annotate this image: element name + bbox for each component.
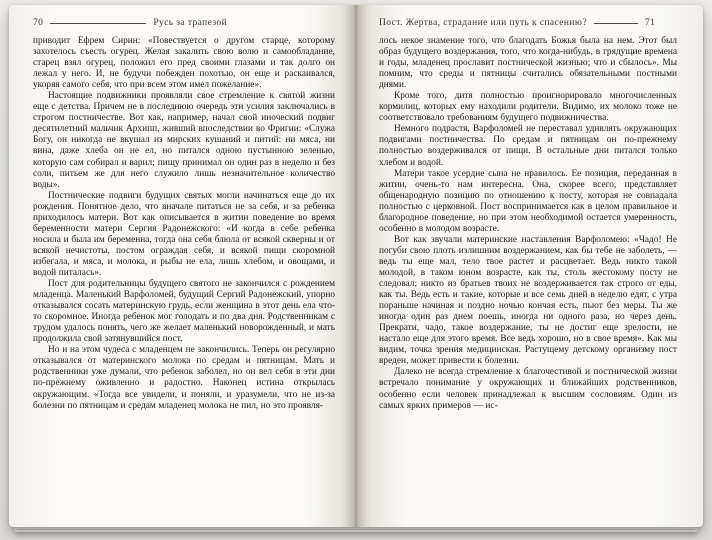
left-head-rule: [50, 23, 146, 24]
right-page-content: [379, 18, 677, 517]
paragraph: Вот как звучали материнские наставления Варфоломею: «Чадо! Не погуби свою плоть излишним воздержанием, как бы тебе не заболеть, — ведь ты еще мал, тело твое растет и расцветает. Ведь никто такой молодой, в таком юном возрасте, как ты, столь жестокому посту не следовал; никто из братьев твоих не воздерживается так строго от еды, как ты. Ведь есть и такие, которые и все семь дней в неделю едят, с утра пораньше начиная и поздно ночью кончая есть, пьют без меры. Ты же иногда один раз днем поешь, иногда ни одного раза, но через день. Прекрати, чадо, такое воздержание, ты не достиг еще зрелости, не настало еще для этого время. Все ведь хорошо, но в свое время». Как мы видим, точка зрения медицинская. Растущему детскому организму пост вреден, может привести к болезни.: [379, 234, 677, 367]
right-page: [356, 5, 703, 527]
left-text-column: [33, 36, 335, 412]
paragraph: Постнические подвиги будущих святых могли начинаться еще до их рождения. Понятное дело, что вначале питаться не за себя, и за ребенка приходилось матери. Вот как описывается в житии поведение во время беременности матери Сергия Радонежского: «И когда в себе ребенка носила и была им беременна, тогда она себя блюла от всякой скверны и от всякой нечистоты, постом ограждая себя, и всякой пищи скоромной избегала, и мяса, и молока, и рыбы не ела, лишь хлебом, и овощами, и водой питалась».: [33, 190, 335, 278]
open-book: [9, 5, 703, 527]
right-page-number: 71: [644, 18, 656, 28]
paragraph: Матери такое усердие сына не нравилось. Ее позиция, переданная в житии, очень-то нам интересна. Она, скорее всего, представляет общенародную позицию по отношению к посту, которая не совпадала полностью с церковной. Пост воспринимается как в целом правильное и благородное поведение, но при этом необходимой остается умеренность, особенно в молодом возрасте.: [379, 168, 677, 234]
paragraph: приводит Ефрем Сирин: «Повествуется о другом старце, которому захотелось съесть огурец. Желая закалить свою волю и самообладание, старец взял огурец, положил его пред своими глазами и так долго он лежал у него. И, не будучи побежден похотью, он еще и раскаивался, укоряя самого себя, что при всем этом имел пожелание».: [33, 36, 335, 91]
right-text-column: [379, 36, 677, 412]
paragraph: Далеко не всегда стремление к благочестивой и постнической жизни встречало понимание у окружающих и ближайших родственников, особенно если человек принадлежал к высшим сословиям. Один из самых ярких примеров — ис-: [379, 367, 677, 411]
paragraph: Пост для родительницы будущего святого не закончился с рождением младенца. Маленький Варфоломей, будущий Сергий Радонежский, упорно отказывался сосать материнскую грудь, если женщина в этот день ела что-то скоромное. Иногда ребенок мог голодать и по два дня. Родственникам с трудом удалось понять, чего же желает маленький новорожденный, и мать продолжила свой затянувшийся пост.: [33, 279, 335, 345]
paragraph: Кроме того, дитя полностью проигнорировало многочисленных кормилиц, которых ему находили родители. Видимо, их молоко тоже не соответствовало требованиям будущего подвижничества.: [379, 91, 677, 124]
paragraph: Немного подрастя, Варфоломей не переставал удивлять окружающих подвигами постничества. По средам и пятницам он по-прежнему полностью воздерживался от пищи. В остальные дни питался только хлебом и водой.: [379, 124, 677, 168]
paragraph: Настоящие подвижники проявляли свое стремление к святой жизни еще с детства. Причем не в последнюю очередь эти усилия заключались в строгом постничестве. Вот как, например, начал свой иноческий подвиг десятилетний мальчик Архипп, живший впоследствии во Фригии: «Служа Богу, он никогда не вкушал из мирских кушаний и питий: ни мяса, ни вина, даже хлеба он не ел, но питался одною пустынною зеленью, которую сам собирал и варил; пищу принимал он один раз в неделю и без соли, питьем же для него служило лишь незначительное количество воды».: [33, 91, 335, 190]
right-running-title: Пост. Жертва, страдание или путь к спасению?: [379, 18, 587, 28]
left-running-head: [33, 18, 335, 28]
right-running-head: [379, 18, 677, 28]
right-head-rule: [594, 23, 638, 24]
left-page-number: 70: [33, 18, 44, 28]
paragraph: Но и на этом чудеса с младенцем не закончились. Теперь он регулярно отказывался от материнского молока по средам и пятницам. Мать и родственники уже думали, что ребенок заболел, но он вел себя в эти дни по-прежнему оживленно и радостно. Наконец истина открылась окружающим. «Тогда все увидели, и поняли, и уразумели, что не из-за болезни по пятницам и средам младенец молока не пил, но это проявля-: [33, 345, 335, 411]
left-page-content: [33, 18, 335, 517]
left-running-title: Русь за трапезой: [153, 18, 228, 28]
paragraph: лось некое знамение того, что благодать Божья была на нем. Этот был образ будущего воздержания, того, что когда-нибудь, в грядущие времена и годы, младенец прославит постнической жизнью; что и сбылось». Мы помним, что среды и пятницы считались обязательными постными днями.: [379, 36, 677, 91]
left-page: [9, 5, 356, 527]
